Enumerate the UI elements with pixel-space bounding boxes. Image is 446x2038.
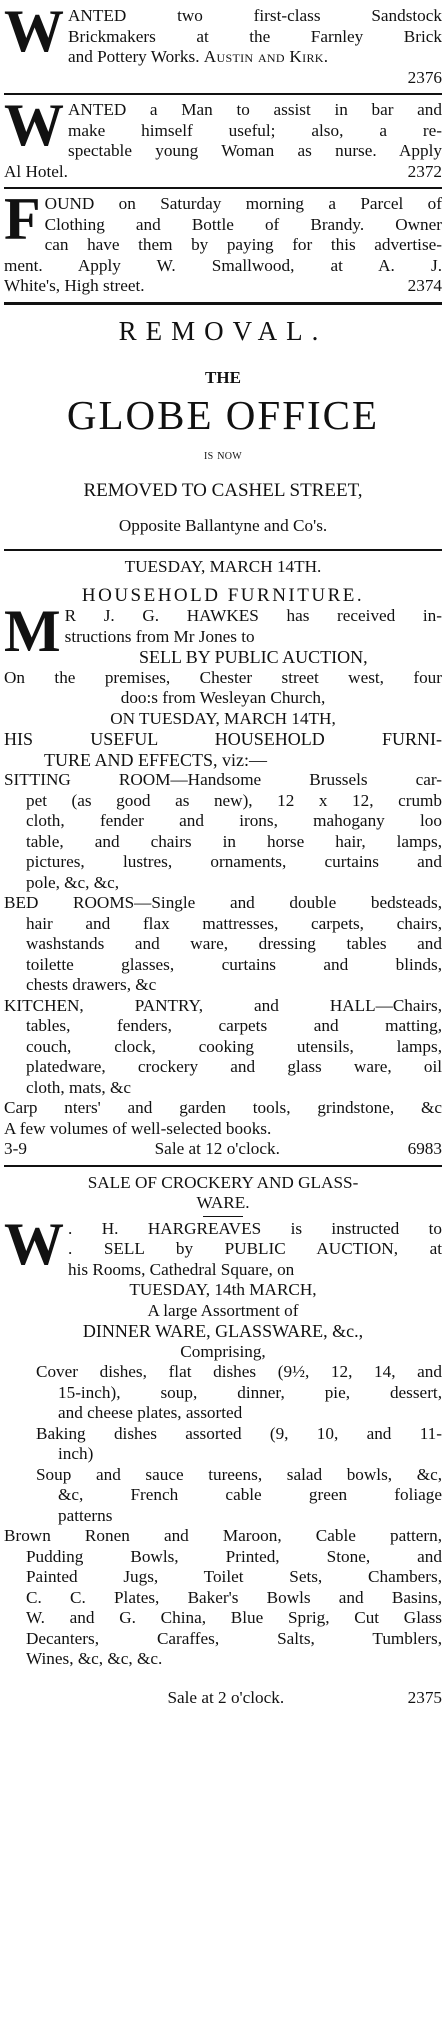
sale-time-row <box>4 1139 442 1160</box>
ad-brickmakers <box>4 0 442 88</box>
ad-text-line: his Rooms, Cathedral Square, on <box>68 1259 295 1279</box>
sale-time: Sale at 2 o'clock. <box>167 1687 285 1707</box>
ad-found-parcel <box>4 186 442 297</box>
divider <box>4 549 442 551</box>
sale-time-row <box>4 1688 442 1709</box>
ad-number: 2375 <box>407 1687 442 1707</box>
divider <box>4 1165 442 1167</box>
crockery-heading: SALE OF CROCKERY AND GLASS- <box>87 1172 359 1192</box>
ad-text-line: ANTED a Man to assist in bar and <box>68 100 442 119</box>
item-cover-dishes: Cover dishes, flat dishes (9½, 12, 14, and 15-inch), soup, dinner, pie, dessert, and cheese plates, assorted <box>36 1362 442 1422</box>
divider <box>4 93 442 95</box>
ad-text-line: Al Hotel. 2372 <box>4 161 442 181</box>
tools-line: Carp nters' and garden tools, grindstone, &c <box>4 1098 442 1117</box>
ad-text-line: ANTED two first-class Sandstock <box>68 6 442 25</box>
ad-number: 6983 <box>407 1139 442 1158</box>
ad-number: 2374 <box>407 276 442 295</box>
ad-text-line: White's, High street. 2374 <box>4 276 442 295</box>
ad-text-line: and Pottery Works. Austin and Kirk. <box>68 47 329 66</box>
ad-text-line: A large Assortment of <box>147 1300 299 1320</box>
ad-text-line: . SELL by PUBLIC AUCTION, at <box>68 1239 442 1258</box>
room-sitting: SITTING ROOM—Handsome Brussels car- pet (as good as new), 12 x 12, crumb cloth, fender and irons, mahogany loo table, and chairs in horse hair, lamps, pictures, lustres, ornaments, curtains and pole, &c, &c, <box>4 770 442 892</box>
drop-cap: W <box>4 1210 64 1277</box>
ad-ref: 3-9 <box>4 1139 27 1158</box>
drop-cap: W <box>4 0 64 64</box>
sell-by-auction: SELL BY PUBLIC AUCTION, <box>138 647 368 667</box>
ad-text-line: HIS USEFUL HOUSEHOLD FURNI- <box>4 729 442 749</box>
ad-text-line: Brickmakers at the Farnley Brick <box>68 26 442 46</box>
short-rule <box>203 1216 243 1217</box>
item-soup-tureens: Soup and sauce tureens, salad bowls, &c, &c, French cable green foliage patterns <box>36 1464 442 1525</box>
ad-text-line: R J. G. HAWKES has received in- <box>64 606 442 625</box>
ad-crockery-sale <box>4 1173 442 1709</box>
ad-text-line: make himself useful; also, a re- <box>68 120 442 140</box>
advertiser-name: Austin and Kirk. <box>203 47 329 66</box>
ad-text-line: TURE AND EFFECTS, viz:— <box>44 749 268 770</box>
ad-text-line: . H. HARGREAVES is instructed to <box>68 1218 442 1238</box>
ad-number: 2376 <box>407 67 442 87</box>
ad-text-line: can have them by paying for this advertise- <box>44 235 442 254</box>
sale-date-heading: TUESDAY, MARCH 14TH. <box>124 557 322 576</box>
removal-is-now: is now <box>203 447 243 463</box>
ad-text-line: spectable young Woman as nurse. Apply <box>68 141 442 160</box>
removal-opposite: Opposite Ballantyne and Co's. <box>118 515 328 535</box>
sale-date: ON TUESDAY, MARCH 14TH, <box>110 708 336 728</box>
divider <box>4 302 442 305</box>
ad-bar-man <box>4 92 442 182</box>
sale-date: TUESDAY, 14th MARCH, <box>129 1280 317 1299</box>
ad-text-line: On the premises, Chester street west, four <box>4 667 442 687</box>
ad-text-line: OUND on Saturday morning a Parcel of <box>44 194 442 213</box>
brown-ware-list: Brown Ronen and Maroon, Cable pattern, Pudding Bowls, Printed, Stone, and Painted Jugs, Toilet Sets, Chambers, C. C. Plates, Baker's Bowls and Basins, W. and G. China, Blue Sprig, Cut Glass Decanters, Caraffes, Salts, Tumblers, Wines, &c, &c, &c. <box>4 1526 442 1668</box>
drop-cap: W <box>4 92 64 158</box>
item-list <box>4 1362 442 1526</box>
item-baking-dishes: Baking dishes assorted (9, 10, and 11- inch) <box>36 1423 442 1463</box>
removal-title: GLOBE OFFICE <box>66 391 380 438</box>
removal-address: REMOVED TO CASHEL STREET, <box>83 479 363 501</box>
room-bed: BED ROOMS—Single and double bedsteads, hair and flax mattresses, carpets, chairs, washstands and ware, dressing tables and toilette glasses, curtains and blinds, chests drawers, &c <box>4 893 442 994</box>
ad-removal <box>4 310 442 545</box>
removal-heading: REMOVAL. <box>118 315 328 346</box>
crockery-heading: WARE. <box>196 1193 250 1212</box>
ad-household-furniture <box>4 557 442 1160</box>
dinner-ware-line: DINNER WARE, GLASSWARE, &c., <box>82 1321 364 1341</box>
removal-the: THE <box>205 367 241 387</box>
ad-number: 2372 <box>407 161 442 181</box>
room-kitchen: KITCHEN, PANTRY, and HALL—Chairs, tables, fenders, carpets and matting, couch, clock, cooking utensils, lamps, platedware, crockery and glass ware, oil cloth, mats, &c <box>4 995 442 1097</box>
room-list <box>4 770 442 1098</box>
ad-text-line: Clothing and Bottle of Brandy. Owner <box>44 214 442 234</box>
drop-cap: M <box>4 598 61 664</box>
books-line: A few volumes of well-selected books. <box>4 1118 272 1138</box>
ad-text-line: Comprising, <box>180 1341 266 1361</box>
ad-text-line: ment. Apply W. Smallwood, at A. J. <box>4 255 442 275</box>
furniture-heading: HOUSEHOLD FURNITURE. <box>81 584 365 606</box>
sale-time: Sale at 12 o'clock. <box>154 1139 280 1158</box>
drop-cap: F <box>4 186 41 252</box>
ad-text-line: structions from Mr Jones to <box>64 626 255 646</box>
ad-text-line: doo:s from Wesleyan Church, <box>120 688 326 707</box>
divider <box>4 187 442 189</box>
